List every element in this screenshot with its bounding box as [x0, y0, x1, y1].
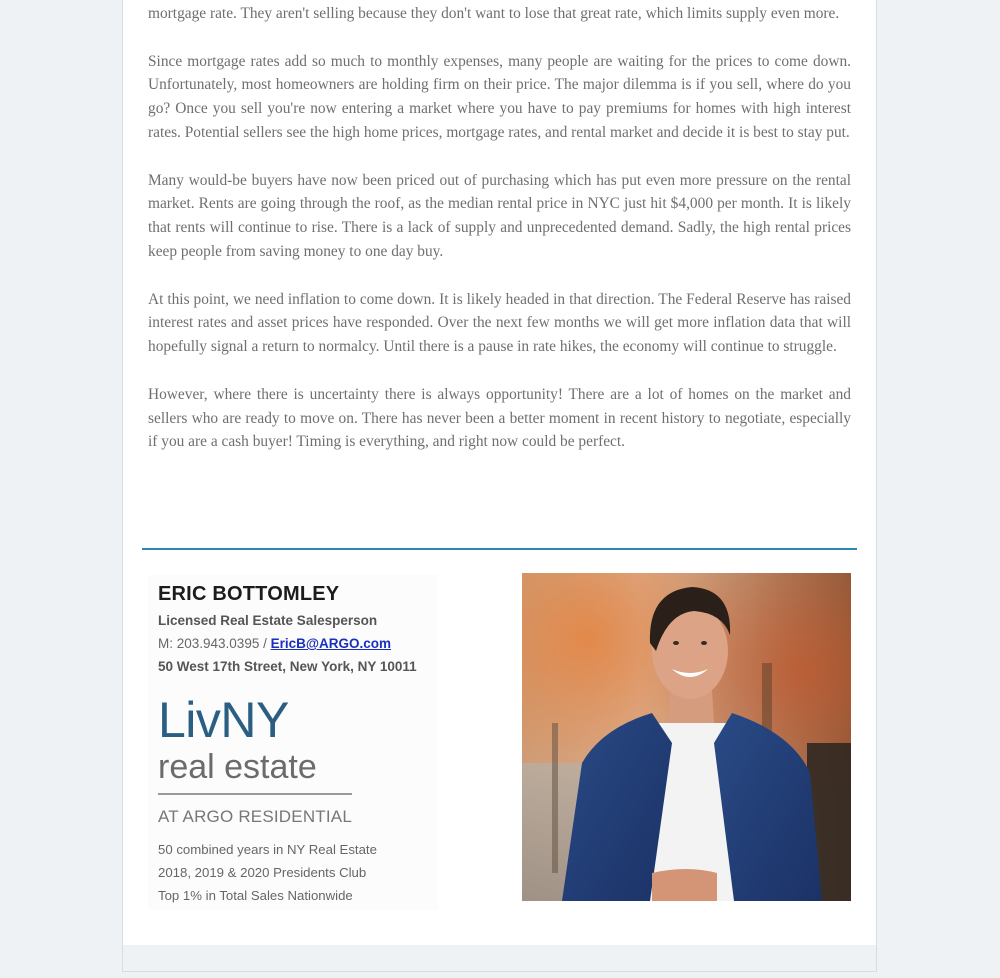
email-footer-strip — [122, 945, 877, 972]
stat-line: 50 combined years in NY Real Estate — [158, 842, 377, 857]
email-signature — [148, 575, 438, 910]
stat-line: Top 1% in Total Sales Nationwide — [158, 888, 353, 903]
brand-logo-real-estate: real estate — [158, 748, 317, 786]
agent-contact — [158, 636, 391, 651]
brand-logo-argo: AT ARGO RESIDENTIAL — [158, 807, 352, 826]
brand-logo-livny: LivNY — [158, 692, 289, 748]
article-paragraph: However, where there is uncertainty there is always opportunity! There are a lot of homes on the market and sellers who are ready to move on. There has never been a better moment in recent history to negotiate, especially if you are a cash buyer! Timing is everything, and right now could be perfect. — [148, 385, 851, 451]
article-paragraph: At this point, we need inflation to come down. It is likely headed in that direction. The Federal Reserve has raised interest rates and asset prices have responded. Over the next few months we will get more inflation data that will hopefully signal a return to normalcy. Until there is a pause in rate hikes, the economy will continue to struggle. — [148, 290, 851, 356]
stat-line: 2018, 2019 & 2020 Presidents Club — [158, 865, 367, 880]
portrait-image — [522, 573, 851, 901]
agent-stats — [158, 838, 377, 907]
agent-name: ERIC BOTTOMLEY — [158, 583, 340, 605]
article-paragraph: mortgage rate. They aren't selling because they don't want to lose that great rate, which limits supply even more. — [148, 5, 840, 22]
agent-portrait-photo — [522, 573, 851, 901]
contact-separator: / — [259, 636, 271, 651]
agent-email-link[interactable]: EricB@ARGO.com — [270, 636, 392, 651]
article-paragraph: Since mortgage rates add so much to monthly expenses, many people are waiting for the prices to come down. Unfortunately, most homeowners are holding firm on their price. The major dilemma is if you sell, where do you go? Once you sell you're now entering a market where you have to pay premiums for homes with high interest rates. Potential sellers see the high home prices, mortgage rates, and rental market and decide it is best to stay put. — [148, 52, 851, 141]
logo-divider — [158, 793, 352, 795]
agent-phone: M: 203.943.0395 — [158, 636, 260, 651]
article-paragraph: Many would-be buyers have now been priced out of purchasing which has put even more pressure on the rental market. Rents are going through the roof, as the median rental price in NYC just hit $4,000 per month. It is likely that rents will continue to rise. There is a lack of supply and unprecedented demand. Sadly, the high rental prices keep people from saving money to one day buy. — [148, 171, 851, 260]
agent-address: 50 West 17th Street, New York, NY 10011 — [158, 659, 417, 674]
article-body — [148, 2, 851, 478]
section-divider — [142, 548, 857, 550]
agent-title: Licensed Real Estate Salesperson — [158, 613, 378, 628]
